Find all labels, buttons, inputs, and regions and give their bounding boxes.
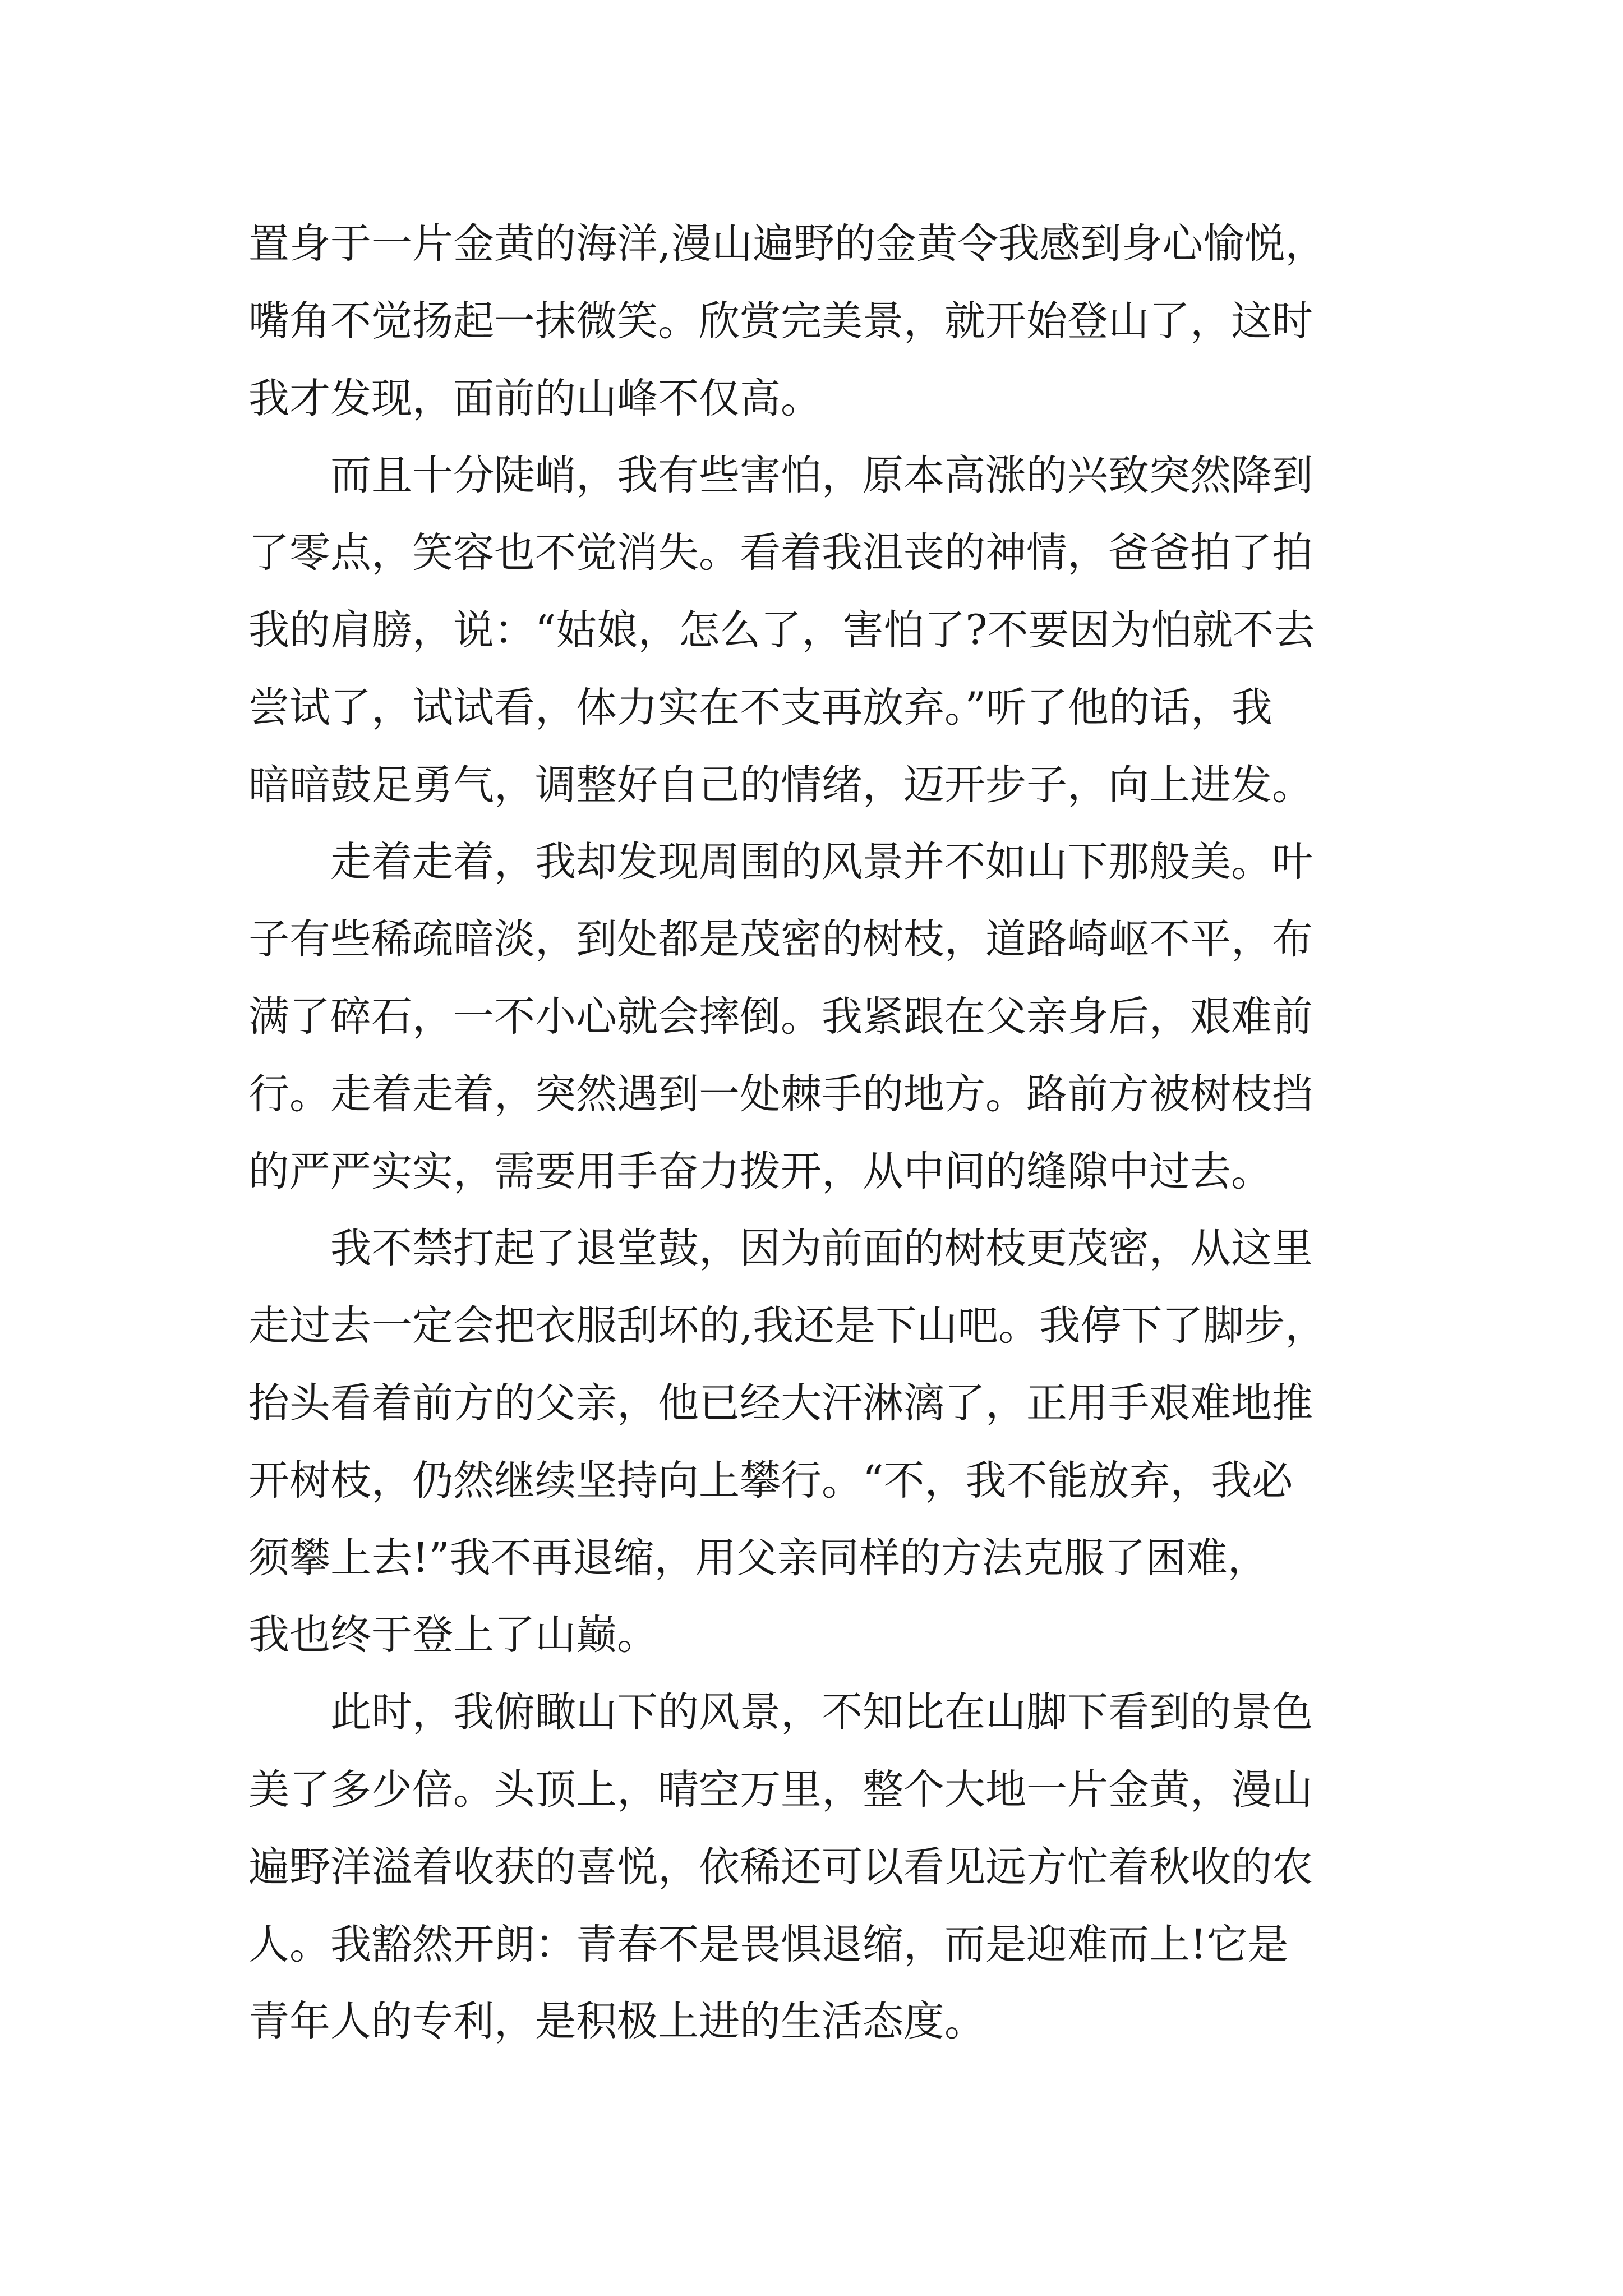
text-line: 行。走着走着，突然遇到一处棘手的地方。路前方被树枝挡 bbox=[248, 1070, 1313, 1118]
text-line: 须攀上去!”我不再退缩，用父亲同样的方法克服了困难， bbox=[248, 1534, 1269, 1582]
text-line: 子有些稀疏暗淡，到处都是茂密的树枝，道路崎岖不平，布 bbox=[248, 915, 1313, 964]
text-line: 美了多少倍。头顶上，晴空万里，整个大地一片金黄，漫山 bbox=[248, 1765, 1313, 1814]
text-line: 的严严实实，需要用手奋力拨开，从中间的缝隙中过去。 bbox=[248, 1147, 1272, 1195]
text-line: 尝试了，试试看，体力实在不支再放弃。”听了他的话，我 bbox=[248, 683, 1272, 731]
text-line: 我不禁打起了退堂鼓，因为前面的树枝更茂密，从这里 bbox=[248, 1225, 1313, 1273]
text-line: 走着走着，我却发现周围的风景并不如山下那般美。叶 bbox=[248, 838, 1313, 886]
body-text bbox=[248, 205, 1415, 2060]
text-line: 满了碎石，一不小心就会摔倒。我紧跟在父亲身后，艰难前 bbox=[248, 992, 1313, 1041]
text-line: 开树枝，仍然继续坚持向上攀行。“不，我不能放弃，我必 bbox=[248, 1456, 1293, 1504]
text-line: 我的肩膀，说：“姑娘，怎么了，害怕了?不要因为怕就不去 bbox=[248, 606, 1315, 654]
text-line: 了零点，笑容也不觉消失。看着我沮丧的神情，爸爸拍了拍 bbox=[248, 529, 1313, 577]
text-line: 暗暗鼓足勇气，调整好自己的情绪，迈开步子，向上进发。 bbox=[248, 761, 1313, 809]
text-line: 我才发现，面前的山峰不仅高。 bbox=[248, 374, 822, 422]
text-line: 抬头看着前方的父亲，他已经大汗淋漓了，正用手艰难地推 bbox=[248, 1379, 1313, 1427]
text-line: 置身于一片金黄的海洋,漫山遍野的金黄令我感到身心愉悦， bbox=[248, 220, 1326, 268]
text-line: 遍野洋溢着收获的喜悦，依稀还可以看见远方忙着秋收的农 bbox=[248, 1843, 1313, 1891]
text-line: 嘴角不觉扬起一抹微笑。欣赏完美景，就开始登山了，这时 bbox=[248, 297, 1313, 345]
text-line: 我也终于登上了山巅。 bbox=[248, 1611, 658, 1659]
text-line: 此时，我俯瞰山下的风景，不知比在山脚下看到的景色 bbox=[248, 1688, 1313, 1737]
text-line: 人。我豁然开朗：青春不是畏惧退缩，而是迎难而上!它是 bbox=[248, 1920, 1289, 1968]
text-line: 而且十分陡峭，我有些害怕，原本高涨的兴致突然降到 bbox=[248, 452, 1313, 500]
text-line: 走过去一定会把衣服刮坏的,我还是下山吧。我停下了脚步， bbox=[248, 1302, 1326, 1350]
text-line: 青年人的专利，是积极上进的生活态度。 bbox=[248, 1998, 985, 2046]
